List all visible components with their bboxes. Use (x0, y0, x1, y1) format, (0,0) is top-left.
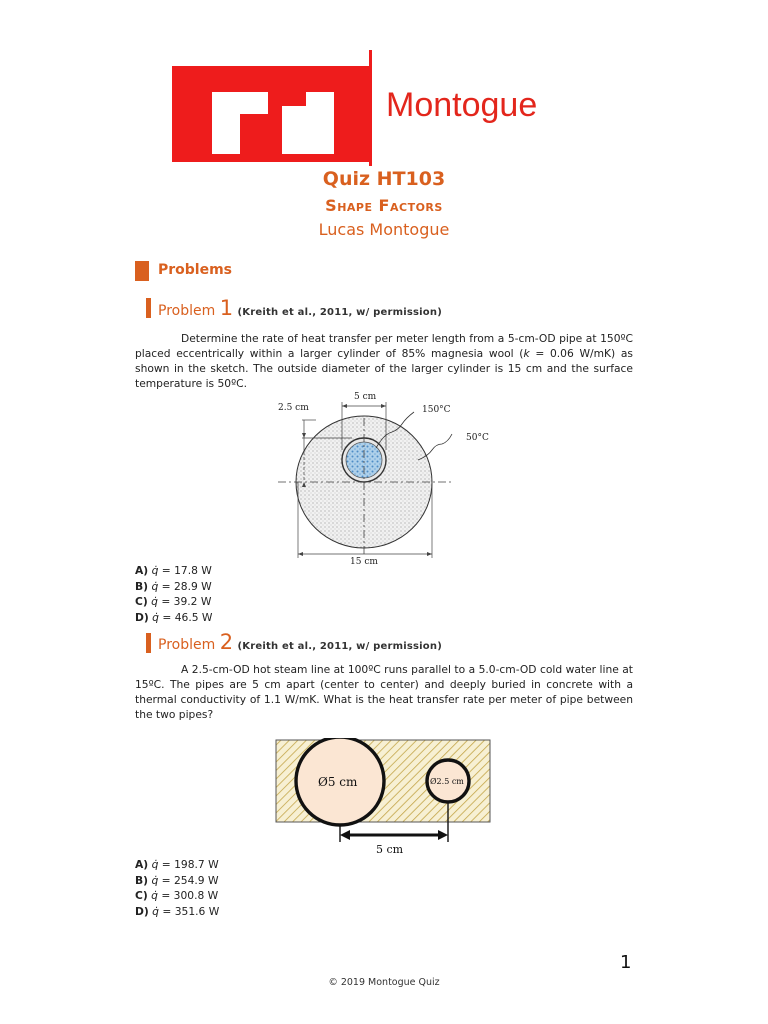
problem-citation: (Kreith et al., 2011, w/ permission) (237, 307, 442, 318)
answer-symbol: q̇ (151, 873, 159, 887)
answer-symbol: q̇ (151, 595, 158, 608)
answer-letter: B) (135, 579, 149, 593)
answer-letter: D) (135, 610, 149, 624)
answer-symbol: q̇ (152, 904, 159, 918)
problem-1-heading (158, 296, 442, 320)
answer-value: = 351.6 W (158, 904, 220, 918)
page-number: 1 (620, 952, 632, 973)
problem-2-heading (158, 630, 442, 654)
logo-glyph-icon (172, 66, 372, 162)
answer-option[interactable] (135, 610, 212, 626)
answer-value: = 39.2 W (157, 595, 212, 608)
answer-symbol: q̇ (151, 564, 159, 577)
answer-option[interactable] (135, 904, 219, 920)
variable-k: k (523, 347, 530, 360)
dim-5cm: 5 cm (354, 392, 377, 402)
answer-option[interactable] (135, 873, 219, 889)
section-marker (135, 261, 149, 281)
quiz-title: Quiz HT103 (322, 168, 446, 190)
answer-option[interactable] (135, 563, 212, 579)
problem-2-answers (135, 857, 219, 919)
answer-symbol: q̇ (151, 579, 159, 593)
dim-2-5cm: 2.5 cm (278, 403, 309, 413)
problem-2-statement: A 2.5-cm-OD hot steam line at 100ºC runs parallel to a 5.0-cm-OD cold water line at 15ºC. The pipes are 5 cm apart (center to center) and deeply buried in concrete with a thermal conductivity of 1.1 W/mK. What is the heat transfer rate per meter of pipe between the two pipes? (135, 663, 633, 721)
answer-symbol: q̇ (152, 610, 159, 624)
answer-letter: A) (135, 858, 149, 871)
logo-mark (172, 66, 372, 162)
problem-1-statement (135, 331, 633, 391)
quiz-topic: Shape Factors (325, 196, 443, 215)
pipe-distance-label: 5 cm (376, 843, 404, 856)
answer-value: = 300.8 W (157, 889, 219, 902)
answer-value: = 46.5 W (158, 610, 213, 624)
section-title: Problems (158, 262, 233, 278)
answer-option[interactable] (135, 857, 219, 873)
answer-letter: B) (135, 873, 149, 887)
problem-number: 2 (219, 630, 234, 654)
statement-part: = 0.06 W/mK) as shown in the sketch. The outside diameter of the larger cylinder is 15 cm and the surface temperature is 50ºC. (135, 347, 634, 390)
answer-letter: C) (135, 595, 148, 608)
quiz-author: Lucas Montogue (318, 220, 450, 239)
temp-150: 150°C (422, 405, 451, 415)
eccentric-cylinder-figure (276, 390, 506, 566)
answer-letter: C) (135, 889, 148, 902)
answer-letter: D) (135, 904, 149, 918)
dim-15cm: 15 cm (350, 557, 378, 566)
problem-number: 1 (219, 296, 234, 320)
answer-value: = 17.8 W (158, 564, 212, 577)
problem-label: Problem (158, 637, 216, 653)
answer-value: = 198.7 W (158, 858, 219, 871)
brand-name: Montogue (386, 86, 538, 124)
answer-symbol: q̇ (151, 889, 158, 902)
big-pipe-label: Ø5 cm (318, 775, 358, 789)
logo-divider (369, 50, 372, 166)
answer-letter: A) (135, 564, 149, 577)
problem-marker (146, 633, 151, 653)
problem-marker (146, 298, 151, 318)
statement-part: Determine the rate of heat transfer per meter length from a 5-cm-OD pipe at 150ºC placed eccentrically within a larger cylinder of 85% magnesia wool ( (135, 332, 633, 360)
problem-1-answers (135, 563, 212, 625)
answer-option[interactable] (135, 594, 212, 610)
answer-value: = 28.9 W (158, 579, 212, 593)
answer-option[interactable] (135, 888, 219, 904)
buried-pipes-figure (274, 738, 494, 856)
temp-50: 50°C (466, 433, 489, 443)
problem-citation: (Kreith et al., 2011, w/ permission) (237, 641, 442, 652)
answer-value: = 254.9 W (158, 873, 219, 887)
answer-symbol: q̇ (151, 858, 159, 871)
copyright-footer: © 2019 Montogue Quiz (328, 977, 440, 988)
small-pipe-label: Ø2.5 cm (430, 777, 464, 786)
problem-label: Problem (158, 303, 216, 319)
answer-option[interactable] (135, 579, 212, 595)
